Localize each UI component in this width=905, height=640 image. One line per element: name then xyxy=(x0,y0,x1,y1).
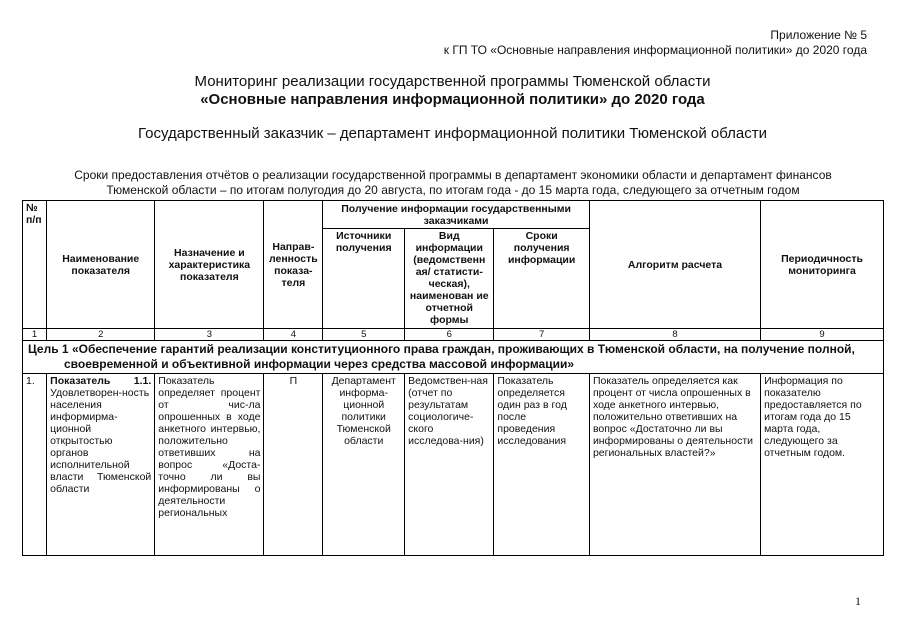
indicator-direction: П xyxy=(264,374,323,556)
indicator-purpose: Показатель определяет процент от чис-ла опрошенных в ходе анкетного интервью, положительно ответивших на вопрос «Доста-точно ли вы информированы о деятельности региональных xyxy=(155,374,264,556)
column-number: 9 xyxy=(761,329,884,341)
table-row xyxy=(23,374,884,556)
monitoring-table xyxy=(22,200,884,556)
page-number: 1 xyxy=(855,594,861,608)
goal-description: «Обеспечение гарантий реализации конституционного права граждан, проживающих в Тюменской области, на получение полной, своевременной и объективной информации через средства массовой информации» xyxy=(64,342,855,371)
column-number: 6 xyxy=(405,329,494,341)
column-number: 5 xyxy=(323,329,405,341)
monitoring-periodicity: Информация по показателю предоставляется по итогам года до 15 марта года, следующего за отчетным годом. xyxy=(761,374,884,556)
state-customer: Государственный заказчик – департамент информационной политики Тюменской области xyxy=(138,125,767,142)
header-periodicity: Периодичность мониторинга xyxy=(761,201,884,329)
goal-cell xyxy=(23,341,884,374)
info-terms: Показатель определяется один раз в год после проведения исследования xyxy=(494,374,590,556)
indicator-name: Удовлетворен-ность населения информирма-ционной открытостью органов исполнительной власти Тюменской области xyxy=(50,387,152,495)
header-direction: Направ-ленность показа-теля xyxy=(264,201,323,329)
info-type: Ведомствен-ная (отчет по результатам социологиче-ского исследова-ния) xyxy=(405,374,494,556)
header-info-type: Вид информации (ведомственн ая/ статисти-ческая), наименован ие отчетной формы xyxy=(405,229,494,329)
row-num: 1. xyxy=(23,374,47,556)
indicator-label: Показатель 1.1. xyxy=(50,375,152,387)
column-numbers-row xyxy=(23,329,884,341)
column-number: 3 xyxy=(155,329,264,341)
header-purpose: Назначение и характеристика показателя xyxy=(155,201,264,329)
reporting-deadline xyxy=(22,168,884,198)
program-title: «Основные направления информационной политики» до 2020 года xyxy=(200,91,705,108)
column-number: 4 xyxy=(264,329,323,341)
appendix-reference: к ГП ТО «Основные направления информационной политики» до 2020 года xyxy=(443,43,867,57)
header-terms: Сроки получения информации xyxy=(494,229,590,329)
indicator-name-cell xyxy=(47,374,155,556)
column-number: 1 xyxy=(23,329,47,341)
goal-label: Цель 1 xyxy=(28,342,69,356)
deadline-line-1: Сроки предоставления отчётов о реализации государственной программы в департамент экономики области и департамент финансов xyxy=(74,168,832,182)
goal-text xyxy=(26,342,880,372)
header-algorithm: Алгоритм расчета xyxy=(589,201,760,329)
column-number: 7 xyxy=(494,329,590,341)
goal-row xyxy=(23,341,884,374)
header-name: Наименование показателя xyxy=(47,201,155,329)
column-number: 2 xyxy=(47,329,155,341)
calculation-algorithm: Показатель определяется как процент от числа опрошенных в ходе анкетного интервью, положительно ответивших на вопрос «Достаточно ли вы информированы о деятельности региональных властей?» xyxy=(589,374,760,556)
column-number: 8 xyxy=(589,329,760,341)
appendix-label: Приложение № 5 xyxy=(770,28,867,42)
info-source: Департамент информа-ционной политики Тюменской области xyxy=(323,374,405,556)
document-title: Мониторинг реализации государственной программы Тюменской области xyxy=(194,73,711,90)
header-row-1 xyxy=(23,201,884,229)
deadline-line-2: Тюменской области – по итогам полугодия до 20 августа, по итогам года - до 15 марта года, следующего за отчетным годом xyxy=(106,183,800,197)
header-info-group: Получение информации государственными заказчиками xyxy=(323,201,590,229)
header-num: № п/п xyxy=(23,201,47,329)
header-source: Источники получения xyxy=(323,229,405,329)
